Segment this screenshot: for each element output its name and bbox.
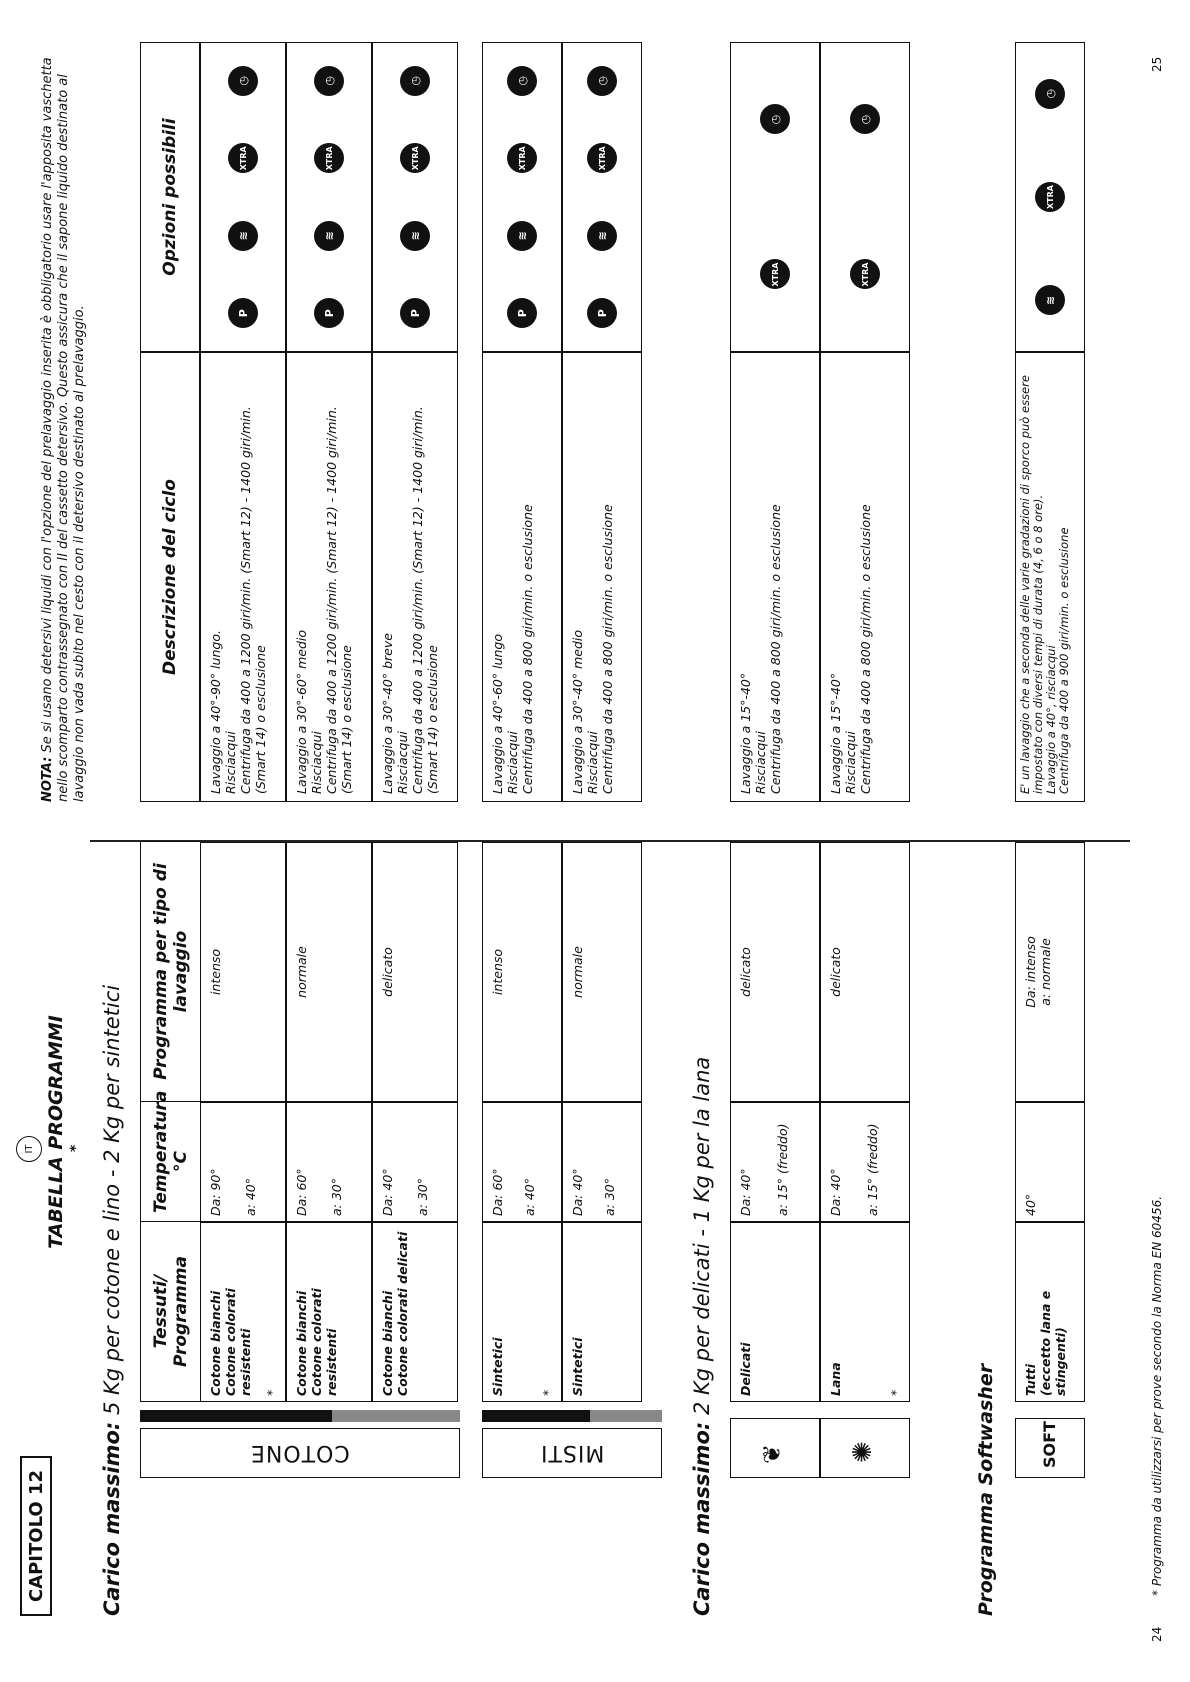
timer-icon: ◷ [850, 105, 880, 135]
rinse-icon: ≋ [228, 221, 258, 251]
xtra-icon: XTRA [850, 260, 880, 290]
softwasher-heading: Programma Softwasher [975, 1363, 997, 1616]
misti-row-2-options [562, 42, 642, 352]
cotone-row-2-options [286, 42, 372, 352]
cotone-row-2-description: Lavaggio a 30°-60° medio Risciacqui Centrifuga da 400 a 1200 giri/min. (Smart 12) - 1400 giri/min. (Smart 14) o esclusione [294, 406, 354, 794]
soft-program: Da: intenso a: normale [1023, 936, 1053, 1008]
timer-icon: ◷ [587, 66, 617, 96]
misti-row-2-fabric: Sintetici [570, 1337, 585, 1396]
cotone-row-1-description: Lavaggio a 40°-90° lungo. Risciacqui Centrifuga da 400 a 1200 giri/min. (Smart 12) - 1400 giri/min. (Smart 14) o esclusione [208, 406, 268, 794]
delicati-row-1-fabric: Delicati [738, 1342, 753, 1396]
prewash-icon: P [587, 298, 617, 328]
header-prog: Programma per tipo di lavaggio [141, 842, 201, 1102]
delicati-row-1-options [730, 42, 820, 352]
soft-label: SOFT [1040, 1421, 1059, 1468]
cotone-row-3-description: Lavaggio a 30°-40° breve Risciacqui Centrifuga da 400 a 1200 giri/min. (Smart 12) - 1400 giri/min. (Smart 14) o esclusione [380, 406, 440, 794]
delicati-row-2-fabric: Lana [828, 1362, 843, 1396]
cotone-label: COTONE [250, 1440, 350, 1466]
cotone-row-1-program: intenso [208, 948, 223, 996]
timer-icon: ◷ [314, 66, 344, 96]
misti-row-1-description: Lavaggio a 40°-60° lungo Risciacqui Centrifuga da 400 a 800 giri/min. o esclusione [490, 504, 535, 794]
xtra-icon: XTRA [507, 143, 537, 173]
cotone-row-3-fabric: Cotone bianchi Cotone colorati delicati [380, 1231, 410, 1396]
delicati-row-2-temp-from: Da: 40° [828, 1168, 843, 1216]
prewash-icon: P [400, 298, 430, 328]
delicati-row-2-temp-to: a: 15° (freddo) [865, 1123, 880, 1216]
delicati-row-1-description: Lavaggio a 15°-40° Risciacqui Centrifuga da 400 a 800 giri/min. o esclusione [738, 504, 783, 794]
misti-row-1-fabric: Sintetici [490, 1337, 505, 1396]
page-number-right: 25 [1150, 56, 1164, 72]
note: NOTA: Se si usano detersivi liquidi con l'opzione del prelavaggio inserita è obbligatorio usare l'apposita vaschetta nello scomparto contrassegnato con II del cassetto detersivo. Questo assicura che il sapone liquido destinato al lavaggio non vada subito nel cesto con il detersivo destinato al prelavaggio. [40, 57, 87, 802]
soft-row-options [1015, 42, 1085, 352]
prewash-icon: P [314, 298, 344, 328]
misti-row-2-program: normale [570, 946, 585, 998]
header-fabric: Tessuti/ Programma [141, 1222, 201, 1402]
page-number-left: 24 [1150, 1626, 1164, 1642]
cotone-row-2-fabric: Cotone bianchi Cotone colorati resistenti [294, 1288, 339, 1396]
feather-icon: ❦ [758, 1443, 786, 1464]
delicati-row-2-asterisk: * [888, 1389, 903, 1396]
prewash-icon: P [228, 298, 258, 328]
misti-label: MISTI [539, 1440, 605, 1466]
cotone-row-2-temp-to: a: 30° [329, 1177, 344, 1216]
delicati-row-1-temp-to: a: 15° (freddo) [775, 1123, 790, 1216]
misti-row-2-temp-to: a: 30° [602, 1177, 617, 1216]
cotone-row-2-temp-from: Da: 60° [294, 1168, 309, 1216]
cotone-row-3-program: delicato [380, 947, 395, 997]
misti-row-1-temp-to: a: 40° [522, 1177, 537, 1216]
delicati-row-2-description: Lavaggio a 15°-40° Risciacqui Centrifuga da 400 a 800 giri/min. o esclusione [828, 504, 873, 794]
rinse-icon: ≋ [1035, 285, 1065, 315]
title-asterisk: * [68, 1144, 84, 1152]
timer-icon: ◷ [228, 66, 258, 96]
misti-row-1-temp-from: Da: 60° [490, 1168, 505, 1216]
page-title: TABELLA PROGRAMMI [45, 1015, 67, 1249]
rinse-icon: ≋ [587, 221, 617, 251]
misti-row-1-options [482, 42, 562, 352]
footnote: * Programma da utilizzarsi per prove secondo la Norma EN 60456. [1150, 1195, 1164, 1596]
cotone-row-1-temp-from: Da: 90° [208, 1168, 223, 1216]
xtra-icon: XTRA [314, 143, 344, 173]
cotone-row-1-asterisk: * [264, 1389, 279, 1396]
misti-row-1-asterisk: * [540, 1389, 555, 1396]
misti-row-1-program: intenso [490, 948, 505, 996]
chapter-label: CAPITOLO 12 [20, 1456, 52, 1616]
load-delicate: Carico massimo: 2 Kg per delicati - 1 Kg per la lana [690, 1056, 714, 1616]
cotone-row-3-temp-from: Da: 40° [380, 1168, 395, 1216]
delicati-row-2-options [820, 42, 910, 352]
prewash-icon: P [507, 298, 537, 328]
cotone-row-3-temp-to: a: 30° [415, 1177, 430, 1216]
header-opts: Opzioni possibili [160, 118, 180, 276]
rinse-icon: ≋ [400, 221, 430, 251]
cotone-row-1-options [200, 42, 286, 352]
language-mark: IT [16, 1136, 42, 1162]
misti-row-2-temp-from: Da: 40° [570, 1168, 585, 1216]
rinse-icon: ≋ [314, 221, 344, 251]
xtra-icon: XTRA [587, 143, 617, 173]
rinse-icon: ≋ [507, 221, 537, 251]
misti-row-2-description: Lavaggio a 30°-40° medio Risciacqui Centrifuga da 400 a 800 giri/min. o esclusione [570, 504, 615, 794]
timer-icon: ◷ [1035, 79, 1065, 109]
xtra-icon: XTRA [400, 143, 430, 173]
xtra-icon: XTRA [228, 143, 258, 173]
soft-fabric: Tutti (eccetto lana e stingenti) [1023, 1290, 1068, 1396]
cotone-row-1-fabric: Cotone bianchi Cotone colorati resistenti [208, 1288, 253, 1396]
delicati-row-1-temp-from: Da: 40° [738, 1168, 753, 1216]
cotone-row-3-options [372, 42, 458, 352]
header-desc: Descrizione del ciclo [160, 479, 180, 675]
delicati-row-1-program: delicato [738, 947, 753, 997]
timer-icon: ◷ [507, 66, 537, 96]
soft-temp: 40° [1023, 1193, 1038, 1216]
cotone-row-2-program: normale [294, 946, 309, 998]
load-cotton: Carico massimo: 5 Kg per cotone e lino - 2 Kg per sintetici [100, 984, 124, 1616]
wool-icon: ✺ [848, 1441, 878, 1463]
xtra-icon: XTRA [760, 260, 790, 290]
cotone-row-1-temp-to: a: 40° [243, 1177, 258, 1216]
timer-icon: ◷ [400, 66, 430, 96]
timer-icon: ◷ [760, 105, 790, 135]
header-temp: Temperatura °C [141, 1102, 201, 1222]
soft-description: E' un lavaggio che a seconda delle varie gradazioni di sporco può essere impostato con diversi tempi di durata (4, 6 o 8 ore). Lavaggio a 40°, risciacqui Centrifuga da 400 a 900 giri/min. o esclusione [1018, 375, 1071, 794]
delicati-row-2-program: delicato [828, 947, 843, 997]
xtra-icon: XTRA [1035, 182, 1065, 212]
